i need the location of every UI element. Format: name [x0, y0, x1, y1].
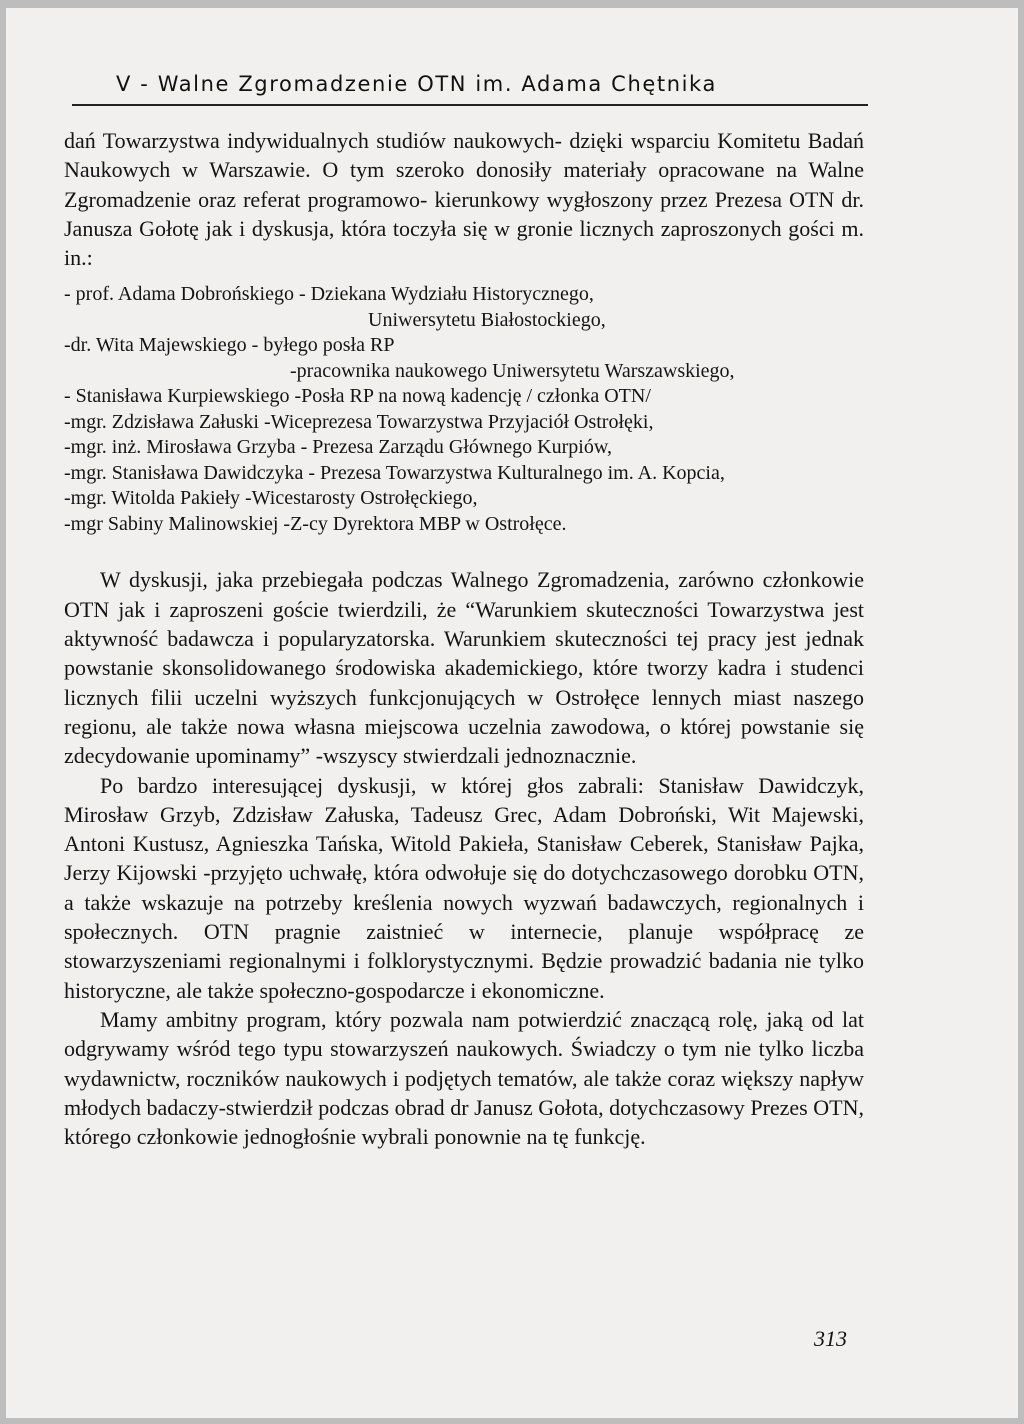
guest-item: -mgr. Zdzisława Załuski -Wiceprezesa Towarzystwa Przyjaciół Ostrołęki,	[64, 410, 654, 433]
discussion-paragraph: W dyskusji, jaka przebiegała podczas Walnego Zgromadzenia, zarówno członkowie OTN jak i zaproszeni goście twierdzili, że “Warunkiem skuteczności Towarzystwa jest aktywność badawcza i popularyzatorska. Warunkiem skuteczności tej pracy jest jednak powstanie skonsolidowanego środowiska akademickiego, które tworzy kadra i studenci licznych filii uczelni wyższych funkcjonujących w Ostrołęce lennych miast naszego regionu, ale także nowa własna miejscowa uczelnia zawodowa, o której powstanie się zdecydowanie upominamy” -wszyscy stwierdzali jednoznacznie.	[64, 567, 864, 769]
resolution-paragraph: Po bardzo interesującej dyskusji, w której głos zabrali: Stanisław Dawidczyk, Mirosław Grzyb, Zdzisław Załuska, Tadeusz Grec, Adam Dobroński, Wit Majewski, Antoni Kustusz, Agnieszka Tańska, Witold Pakieła, Stanisław Ceberek, Stanisław Pajka, Jerzy Kijowski -przyjęto uchwałę, która odwołuje się do dotychczasowego dorobku OTN, a także wskazuje na potrzeby kreślenia nowych wyzwań badawczych, regionalnych i społecznych. OTN pragnie zaistnieć w internecie, planuje współpracę ze stowarzyszeniami regionalnymi i folklorystycznymi. Będzie prowadzić badania nie tylko historyczne, ale także społeczno-gospodarcze i ekonomiczne.	[64, 772, 864, 1003]
page-number: 313	[814, 1326, 847, 1351]
book-page	[6, 8, 1018, 1418]
guest-item-continuation: Uniwersytetu Białostockiego,	[368, 308, 606, 331]
running-header: V - Walne Zgromadzenie OTN im. Adama Chętnika	[116, 72, 717, 96]
page-content	[64, 126, 864, 1151]
intro-paragraph: dań Towarzystwa indywidualnych studiów naukowych- dzięki wsparciu Komitetu Badań Naukowych w Warszawie. O tym szeroko donosiły materiały opracowane na Walne Zgromadzenie oraz referat programowo- kierunkowy wygłoszony przez Prezesa OTN dr. Janusza Gołotę jak i dyskusja, która toczyła się w gronie licznych zaproszonych gości m. in.:	[64, 128, 864, 271]
header-rule	[72, 104, 868, 106]
guest-item-continuation: -pracownika naukowego Uniwersytetu Warszawskiego,	[290, 359, 735, 382]
guest-item: - prof. Adama Dobrońskiego - Dziekana Wydziału Historycznego,	[64, 283, 594, 306]
guest-item: -dr. Wita Majewskiego - byłego posła RP	[64, 334, 395, 357]
guest-item: -mgr. Witolda Pakieły -Wicestarosty Ostrołęckiego,	[64, 487, 478, 510]
guest-list	[64, 282, 864, 537]
guest-item: -mgr Sabiny Malinowskiej -Z-cy Dyrektora MBP w Ostrołęce.	[64, 512, 567, 535]
guest-item: -mgr. Stanisława Dawidczyka - Prezesa Towarzystwa Kulturalnego im. A. Kopcia,	[64, 461, 725, 484]
guest-item: - Stanisława Kurpiewskiego -Posła RP na nową kadencję / członka OTN/	[64, 385, 651, 408]
guest-item: -mgr. inż. Mirosława Grzyba - Prezesa Zarządu Głównego Kurpiów,	[64, 436, 612, 459]
program-paragraph: Mamy ambitny program, który pozwala nam potwierdzić znaczącą rolę, jaką od lat odgrywamy wśród tego typu stowarzyszeń naukowych. Świadczy o tym nie tylko liczba wydawnictw, roczników naukowych i podjętych tematów, ale także coraz większy napływ młodych badaczy-stwierdził podczas obrad dr Janusz Gołota, dotychczasowy Prezes OTN, którego członkowie jednogłośnie wybrali ponownie na tę funkcję.	[64, 1006, 864, 1150]
